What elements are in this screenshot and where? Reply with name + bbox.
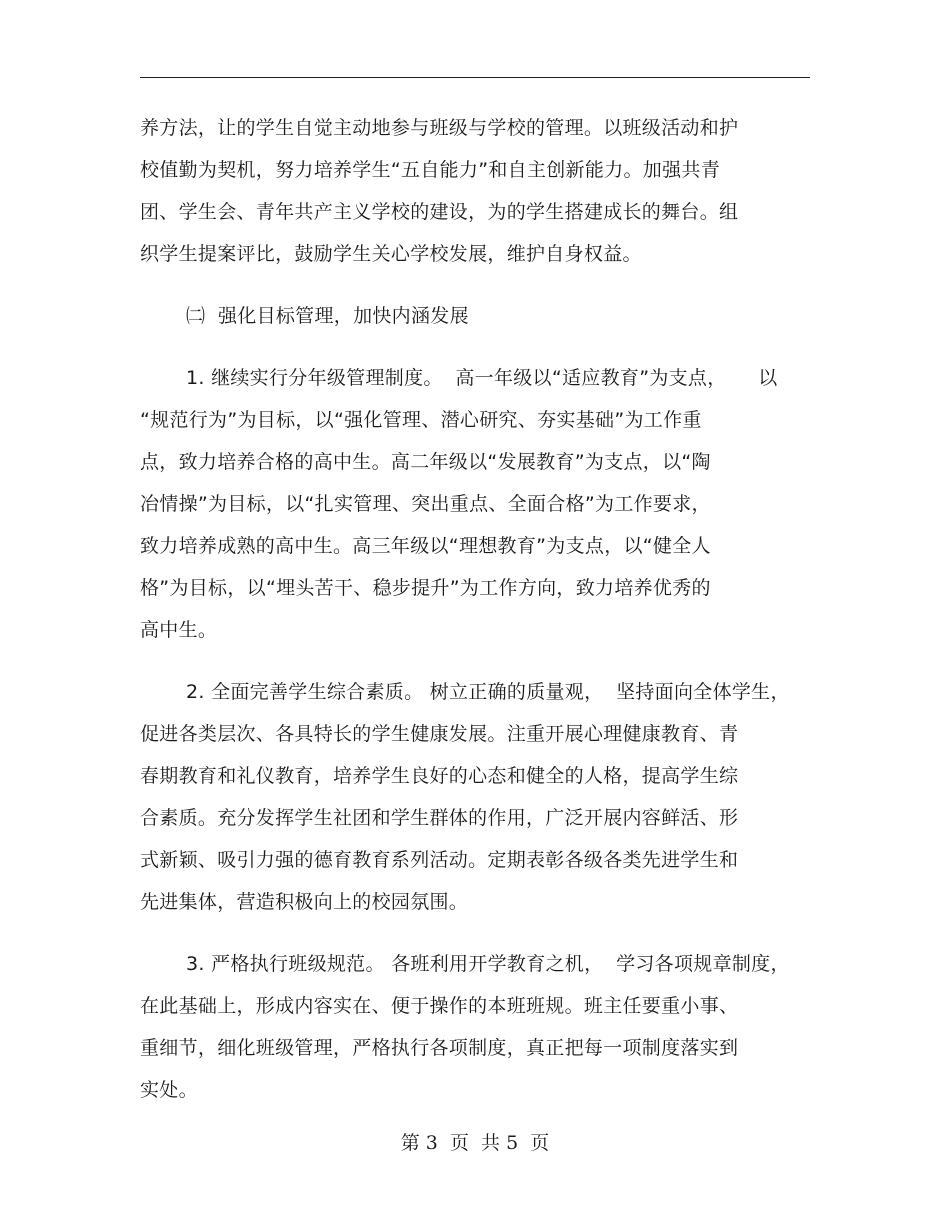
paragraph-line: 3. 严格执行班级规范。 各班利用开学教育之机， 学习各项规章制度， (186, 953, 790, 975)
paragraph-line: 1. 继续实行分年级管理制度。 高一年级以“适应教育”为支点， 以 (186, 367, 778, 389)
paragraph-line: 重细节，细化班级管理，严格执行各项制度，真正把每一项制度落实到 (140, 1037, 739, 1059)
paragraph-line: 校值勤为契机，努力培养学生“五自能力”和自主创新能力。加强共青 (140, 159, 720, 181)
header-rule (140, 77, 810, 78)
paragraph-line: 冶情操”为目标，以“扎实管理、突出重点、全面合格”为工作要求， (140, 493, 711, 515)
section-heading: ㈡ 强化目标管理，加快内涵发展 (186, 305, 469, 327)
paragraph-line: 春期教育和礼仪教育，培养学生良好的心态和健全的人格，提高学生综 (140, 765, 739, 787)
paragraph-line: 养方法，让的学生自觉主动地参与班级与学校的管理。以班级活动和护 (140, 117, 739, 139)
paragraph-line: 致力培养成熟的高中生。高三年级以“理想教育”为支点，以“健全人 (140, 535, 711, 557)
paragraph-line: 团、学生会、青年共产主义学校的建设，为的学生搭建成长的舞台。组 (140, 201, 739, 223)
paragraph-line: 先进集体，营造积极向上的校园氛围。 (140, 891, 469, 913)
paragraph-line: 在此基础上，形成内容实在、便于操作的本班班规。班主任要重小事、 (140, 995, 739, 1017)
paragraph-line: “规范行为”为目标，以“强化管理、潜心研究、夯实基础”为工作重 (140, 409, 702, 431)
paragraph-line: 实处。 (140, 1079, 198, 1101)
paragraph-line: 2. 全面完善学生综合素质。 树立正确的质量观， 坚持面向全体学生， (186, 681, 790, 703)
paragraph-line: 格”为目标，以“埋头苦干、稳步提升”为工作方向，致力培养优秀的 (140, 577, 711, 599)
page-number: 第 3 页 共 5 页 (400, 1132, 550, 1154)
paragraph-line: 织学生提案评比，鼓励学生关心学校发展，维护自身权益。 (140, 243, 642, 265)
paragraph-line: 式新颖、吸引力强的德育教育系列活动。定期表彰各级各类先进学生和 (140, 849, 739, 871)
paragraph-line: 合素质。充分发挥学生社团和学生群体的作用，广泛开展内容鲜活、形 (140, 807, 739, 829)
paragraph-line: 促进各类层次、各具特长的学生健康发展。注重开展心理健康教育、青 (140, 723, 739, 745)
paragraph-line: 高中生。 (140, 619, 218, 641)
paragraph-line: 点，致力培养合格的高中生。高二年级以“发展教育”为支点，以“陶 (140, 451, 711, 473)
